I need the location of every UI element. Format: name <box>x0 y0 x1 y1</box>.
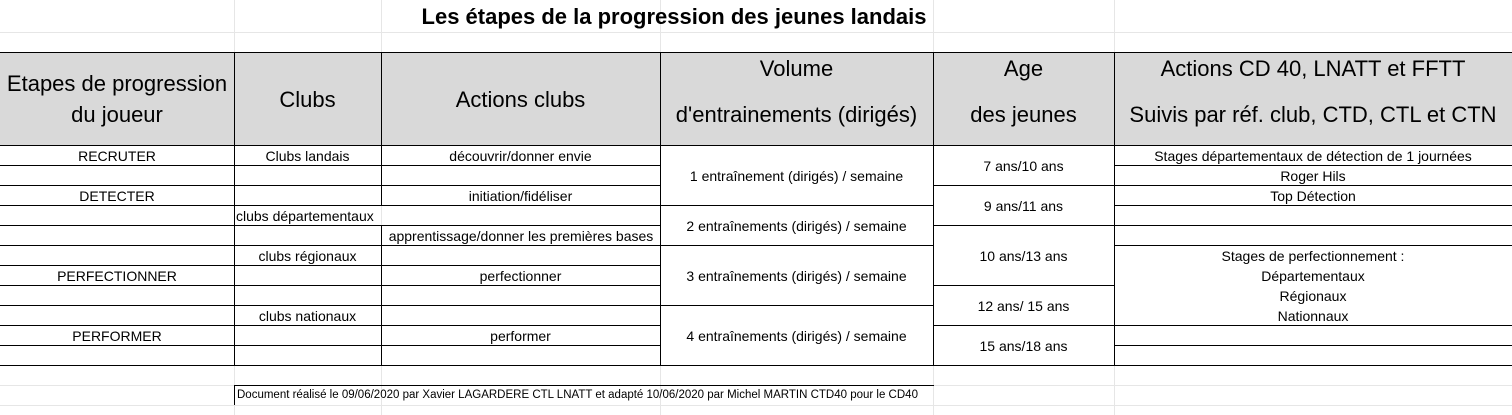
action-club-perfectionner: perfectionner <box>479 268 562 284</box>
action-club-initiation: initiation/fidéliser <box>468 188 573 204</box>
etape-performer: PERFORMER <box>72 328 162 344</box>
action-cd-top-detection: Top Détection <box>1270 188 1356 204</box>
header-volume-line1: Volume <box>759 56 834 81</box>
volume-1: 1 entraînement (dirigés) / semaine <box>689 168 904 184</box>
action-cd-regionaux: Régionaux <box>1279 288 1347 304</box>
club-landais: Clubs landais <box>265 148 350 164</box>
action-cd-roger-hils: Roger Hils <box>1280 168 1346 184</box>
action-club-apprentissage: apprentissage/donner les premières bases <box>388 228 654 244</box>
etape-perfectionner: PERFECTIONNER <box>57 268 177 284</box>
page-title: Les étapes de la progression des jeunes landais <box>421 4 927 29</box>
header-etapes: Etapes de progression du joueur <box>6 71 228 127</box>
header-volume-line2: d'entrainements (dirigés) <box>675 102 918 127</box>
header-age-line1: Age <box>1003 56 1044 81</box>
age-15-18: 15 ans/18 ans <box>979 337 1068 354</box>
age-9-11: 9 ans/11 ans <box>983 198 1064 214</box>
header-clubs: Clubs <box>279 86 336 112</box>
action-cd-stages-perfectionnement: Stages de perfectionnement : <box>1221 248 1405 264</box>
action-cd-stages-detection: Stages départementaux de détection de 1 journées <box>1154 148 1472 164</box>
volume-2: 2 entraînements (dirigés) / semaine <box>686 218 907 234</box>
age-12-15: 12 ans/ 15 ans <box>977 298 1070 314</box>
header-age-line2: des jeunes <box>970 102 1077 127</box>
header-actions-cd-line1: Actions CD 40, LNATT et FFTT <box>1160 56 1466 81</box>
etape-recruter: RECRUTER <box>78 148 156 164</box>
action-club-decouvrir: découvrir/donner envie <box>449 148 592 164</box>
club-nationaux: clubs nationaux <box>258 308 357 324</box>
action-club-performer: performer <box>490 328 551 344</box>
header-actions-clubs: Actions clubs <box>455 86 586 112</box>
volume-4: 4 entraînements (dirigés) / semaine <box>686 327 907 344</box>
club-regionaux: clubs régionaux <box>258 248 357 264</box>
club-departementaux: clubs départementaux <box>236 208 374 224</box>
header-actions-cd-line2: Suivis par réf. club, CTD, CTL et CTN <box>1129 102 1497 127</box>
etape-detecter: DETECTER <box>79 188 155 204</box>
age-7-10: 7 ans/10 ans <box>983 158 1064 174</box>
age-10-13: 10 ans/13 ans <box>979 248 1068 264</box>
action-cd-nationnaux: Nationnaux <box>1277 308 1349 324</box>
document-footer-note: Document réalisé le 09/06/2020 par Xavier LAGARDERE CTL LNATT et adapté 10/06/2020 par Michel MARTIN CTD40 pour le CD40 <box>237 389 918 401</box>
action-cd-departementaux: Départementaux <box>1261 268 1365 284</box>
volume-3: 3 entraînements (dirigés) / semaine <box>686 268 907 284</box>
